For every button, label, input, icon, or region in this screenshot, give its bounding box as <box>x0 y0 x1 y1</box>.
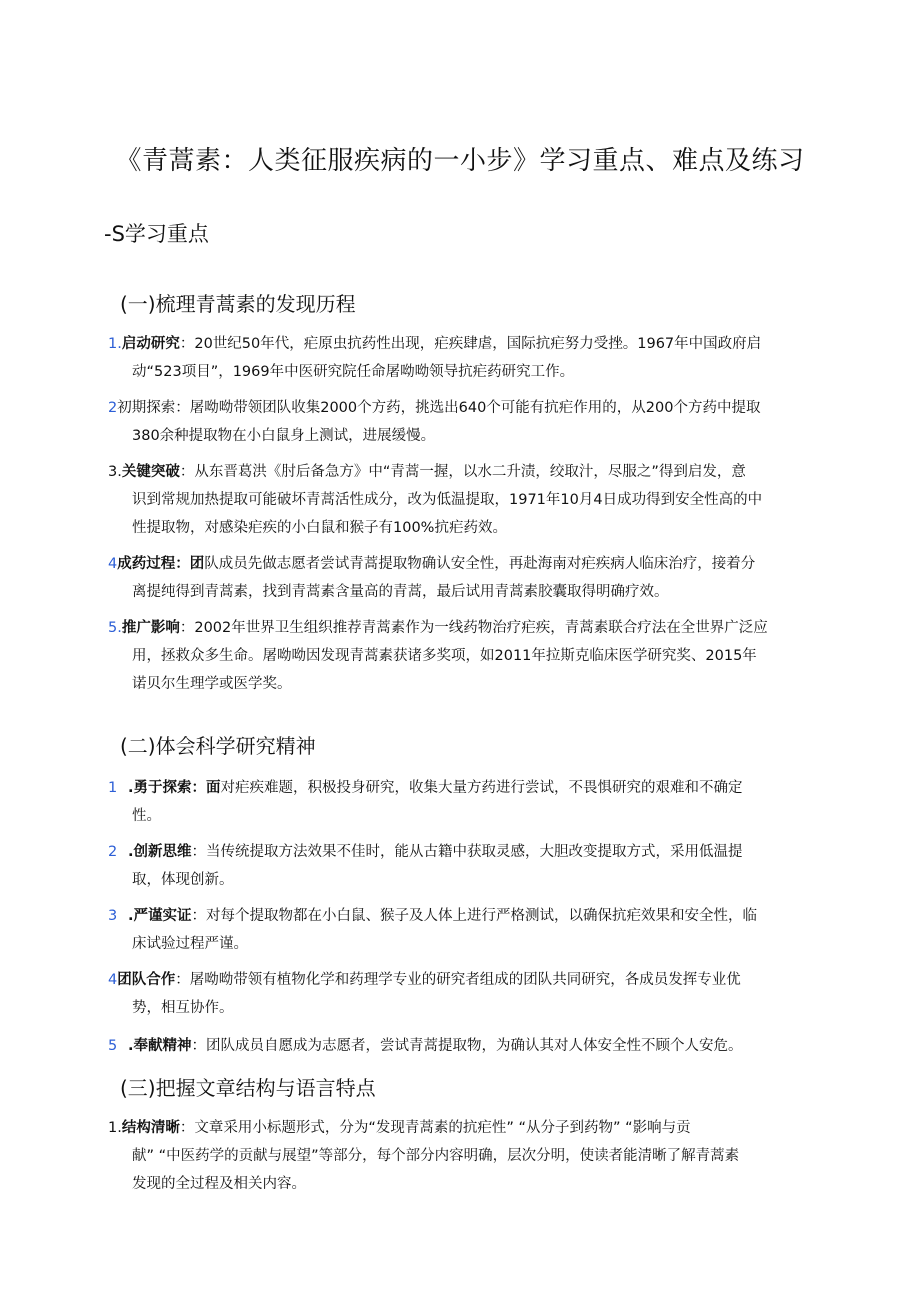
item-text: 对疟疾难题，积极投身研究，收集大量方药进行尝试，不畏惧研究的艰难和不确定 <box>220 780 743 796</box>
item-number: 3. <box>108 464 122 480</box>
item-number: 1 <box>108 780 118 796</box>
list-item <box>108 838 808 894</box>
list-item <box>108 550 808 606</box>
item-number: 1. <box>108 336 122 352</box>
item-number: 3 <box>108 908 118 924</box>
item-label: 推广影响 <box>121 620 180 636</box>
list-item <box>108 458 808 542</box>
item-text: 势，相互协作。 <box>132 1000 234 1016</box>
item-number: 2 <box>108 400 118 416</box>
part2-heading: (二)体会科学研究精神 <box>120 734 316 758</box>
section-heading: -S学习重点 <box>104 222 209 246</box>
item-label: .奉献精神 <box>128 1038 192 1054</box>
item-text: ：文章采用小标题形式，分为“发现青蒿素的抗疟性” “从分子到药物” “影响与贡 <box>179 1120 691 1136</box>
list-item <box>108 774 808 830</box>
item-number: 1. <box>108 1120 122 1136</box>
item-number: 2 <box>108 844 118 860</box>
item-text: 识到常规加热提取可能破坏青蒿活性成分，改为低温提取，1971年10月4日成功得到安全性高的中 <box>132 492 763 508</box>
item-text: 性提取物，对感染疟疾的小白鼠和猴子有100%抗疟药效。 <box>132 520 507 536</box>
item-number: 4 <box>108 972 118 988</box>
list-item <box>108 902 808 958</box>
item-text: ：对每个提取物都在小白鼠、猴子及人体上进行严格测试，以确保抗疟效果和安全性，临 <box>191 908 758 924</box>
item-number: 5. <box>108 620 122 636</box>
list-item <box>108 614 808 698</box>
item-label: 关键突破 <box>121 464 180 480</box>
item-text: ：从东晋葛洪《肘后备急方》中“青蒿一握，以水二升渍，绞取汁，尽服之”得到启发，意 <box>179 464 746 480</box>
item-text: 性。 <box>132 808 161 824</box>
item-text: 发现的全过程及相关内容。 <box>132 1176 306 1192</box>
list-item <box>108 966 808 1022</box>
list-item <box>108 1032 808 1060</box>
item-text: 380余种提取物在小白鼠身上测试，进展缓慢。 <box>132 428 436 444</box>
item-text: 献” “中医药学的贡献与展望”等部分，每个部分内容明确，层次分明，使读者能清晰了解青蒿素 <box>132 1148 740 1164</box>
item-text: ：屠呦呦带领有植物化学和药理学专业的研究者组成的团队共同研究，各成员发挥专业优 <box>175 972 741 988</box>
item-label: .创新思维 <box>128 844 192 860</box>
item-text: ：当传统提取方法效果不佳时，能从古籍中获取灵感，大胆改变提取方式，采用低温提 <box>191 844 743 860</box>
list-item <box>108 1114 808 1198</box>
item-text: 队成员先做志愿者尝试青蒿提取物确认安全性，再赴海南对疟疾病人临床治疗，接着分 <box>204 556 756 572</box>
item-text: 诺贝尔生理学或医学奖。 <box>132 676 292 692</box>
item-label: 结构清晰 <box>121 1120 180 1136</box>
part1-heading: (一)梳理青蒿素的发现历程 <box>120 292 356 316</box>
item-label: 成药过程：团 <box>117 556 205 572</box>
part3-heading: (三)把握文章结构与语言特点 <box>120 1076 376 1100</box>
item-text: 动“523项目”，1969年中医研究院任命屠呦呦领导抗疟药研究工作。 <box>132 364 575 380</box>
item-text: ：2002年世界卫生组织推荐青蒿素作为一线药物治疗疟疾，青蒿素联合疗法在全世界广泛应 <box>179 620 768 636</box>
item-text: ：团队成员自愿成为志愿者，尝试青蒿提取物，为确认其对人体安全性不顾个人安危。 <box>191 1038 743 1054</box>
item-label: .勇于探索：面 <box>128 780 221 796</box>
item-text: 离提纯得到青蒿素，找到青蒿素含量高的青蒿，最后试用青蒿素胶囊取得明确疗效。 <box>132 584 669 600</box>
item-text: ：20世纪50年代，疟原虫抗药性出现，疟疾肆虐，国际抗疟努力受挫。1967年中国政府启 <box>179 336 762 352</box>
item-text: 取，体现创新。 <box>132 872 234 888</box>
item-label: 团队合作 <box>117 972 176 988</box>
list-item <box>108 394 808 450</box>
item-text: 用，拯救众多生命。屠呦呦因发现青蒿素获诸多奖项，如2011年拉斯克临床医学研究奖、2015年 <box>132 648 757 664</box>
item-number: 4 <box>108 556 118 572</box>
list-item <box>108 330 808 386</box>
item-label: .严谨实证 <box>128 908 192 924</box>
item-label: 启动研究 <box>121 336 180 352</box>
document-title: 《青蒿素：人类征服疾病的一小步》学习重点、难点及练习 <box>115 146 805 176</box>
item-label: 初期探索 <box>117 400 176 416</box>
item-number: 5 <box>108 1038 118 1054</box>
item-text: 床试验过程严谨。 <box>132 936 248 952</box>
item-text: ：屠呦呦带领团队收集2000个方药，挑选出640个可能有抗疟作用的，从200个方药中提取 <box>175 400 761 416</box>
